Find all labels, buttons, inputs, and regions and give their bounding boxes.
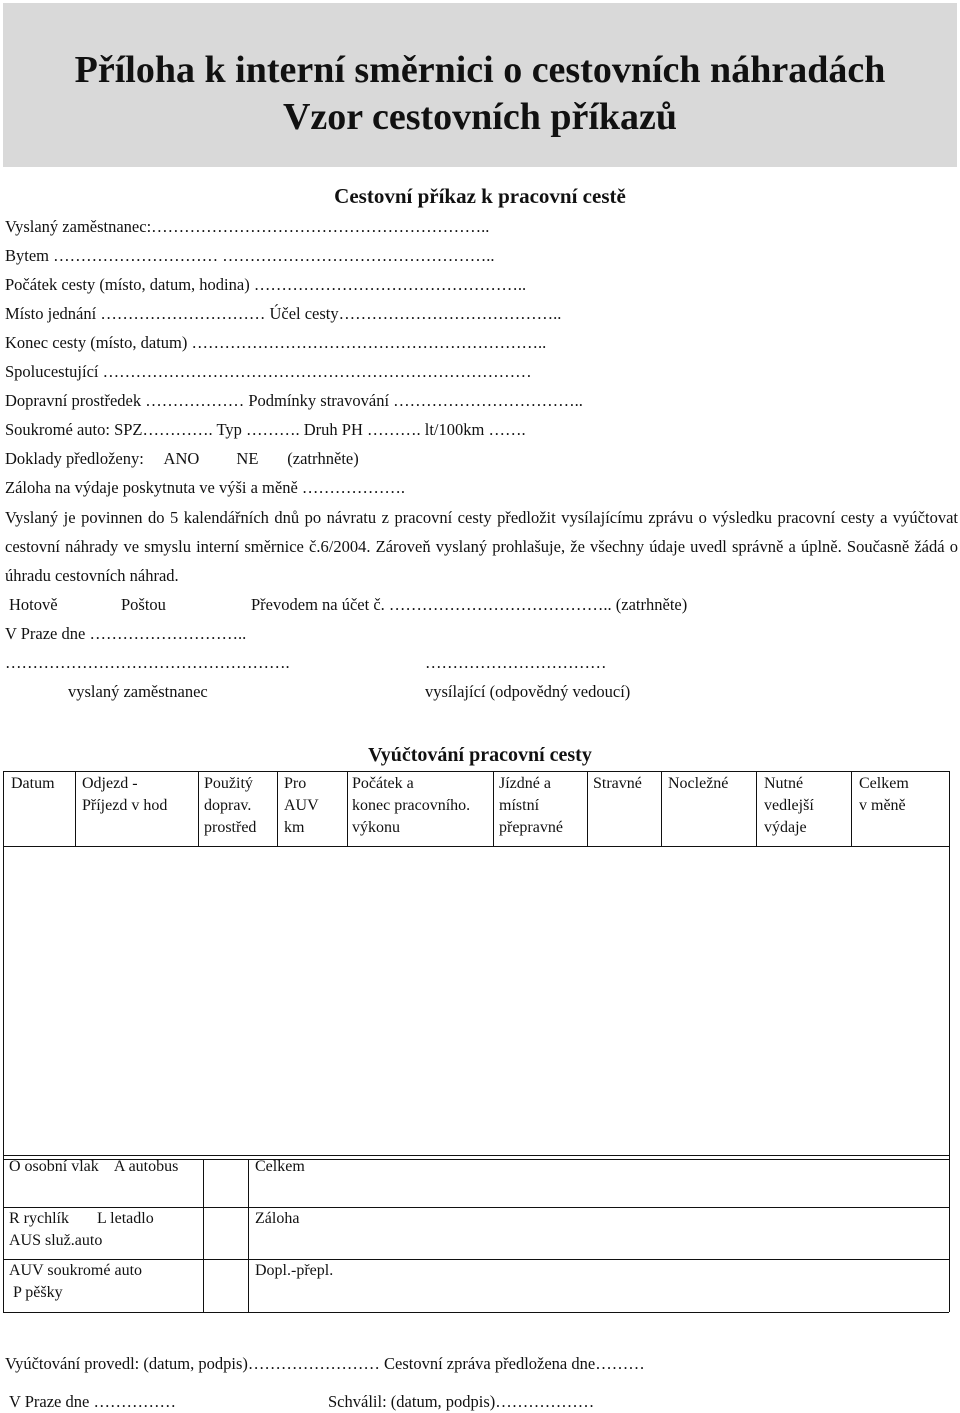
- payment-cash: Hotově: [9, 595, 58, 614]
- signature-label-manager: vysílající (odpovědný vedoucí): [425, 682, 631, 701]
- legend-express-plane-car: R rychlík L letadlo AUS služ.auto: [9, 1210, 154, 1249]
- meeting-place-field: Místo jednání ………………………… Účel cesty…………………………………..: [5, 304, 562, 323]
- table-border-top: [3, 771, 949, 772]
- balance-label: Dopl.-přepl.: [255, 1262, 334, 1279]
- residence-field: Bytem ………………………… …………………………………………..: [5, 246, 495, 265]
- table-header-separator: [3, 846, 949, 847]
- total-label: Celkem: [255, 1158, 305, 1175]
- signature-line-employee: …………………………………………….: [5, 653, 290, 672]
- column-header-other-expenses: Nutné vedlejší výdaje: [764, 775, 814, 836]
- column-header-date: Datum: [11, 775, 55, 792]
- legend-train-bus: O osobní vlak A autobus: [9, 1158, 179, 1175]
- column-divider: [661, 771, 662, 846]
- advance-label: Záloha: [255, 1210, 300, 1227]
- transport-field: Dopravní prostředek ……………… Podmínky stravování ……………………………..: [5, 391, 583, 410]
- column-divider: [347, 771, 348, 846]
- settled-by-field: Vyúčtování provedl: (datum, podpis)…………………… Cestovní zpráva předložena dne………: [5, 1354, 645, 1373]
- column-divider: [248, 1159, 249, 1312]
- signature-label-employee: vyslaný zaměstnanec: [68, 682, 208, 701]
- employee-field: Vyslaný zaměstnanec:……………………………………………………..: [5, 217, 490, 236]
- column-header-departure-arrival: Odjezd - Příjezd v hod: [82, 775, 168, 814]
- document-subtitle: Vzor cestovních příkazů: [282, 96, 678, 138]
- column-header-work-start-end: Počátek a konec pracovního. výkonu: [352, 775, 471, 836]
- column-header-lodging: Nocležné: [668, 775, 729, 792]
- form-heading: Cestovní příkaz k pracovní cestě: [334, 184, 626, 208]
- column-divider: [75, 771, 76, 846]
- column-divider: [756, 771, 757, 846]
- settlement-heading: Vyúčtování pracovní cesty: [368, 744, 592, 766]
- signature-line-manager: ……………………………: [425, 653, 607, 672]
- column-divider: [277, 771, 278, 846]
- column-divider: [851, 771, 852, 846]
- approved-by-field: Schválil: (datum, podpis)………………: [328, 1392, 595, 1411]
- payment-transfer: Převodem na účet č. ………………………………….. (zatrhněte): [251, 595, 688, 614]
- column-divider: [203, 1159, 204, 1312]
- column-header-meals: Stravné: [593, 775, 642, 792]
- companions-field: Spolucestující ……………………………………………………………………: [5, 362, 532, 381]
- documents-field: Doklady předloženy: ANO NE (zatrhněte): [5, 449, 359, 468]
- column-divider: [587, 771, 588, 846]
- table-border-right: [949, 771, 950, 1312]
- place-date-field: V Praze dne ………………………..: [5, 624, 247, 643]
- footer-place-date: V Praze dne ……………: [9, 1392, 176, 1411]
- table-row-line: [3, 1259, 949, 1260]
- table-border-bottom: [3, 1312, 949, 1313]
- column-header-total: Celkem v měně: [859, 775, 909, 814]
- trip-start-field: Počátek cesty (místo, datum, hodina) …………………………………………..: [5, 275, 527, 294]
- payment-post: Poštou: [121, 595, 166, 614]
- column-header-auv-km: Pro AUV km: [284, 775, 319, 836]
- column-header-transport: Použitý doprav. prostřed: [204, 775, 257, 836]
- legend-private-car-walk: AUV soukromé auto P pěšky: [9, 1262, 143, 1301]
- table-border-left: [3, 771, 4, 1312]
- document-title: Příloha k interní směrnici o cestovních náhradách: [74, 49, 886, 91]
- declaration-paragraph: Vyslaný je povinnen do 5 kalendářních dnů po návratu z pracovní cesty předložit vysílajícímu zprávu o výsledku pracovní cesty a vyúčtovat cestovní náhrady ve smyslu interní směrnice č.6/2004. Zároveň vyslaný prohlašuje, že všechny údaje uvedl správně a úplně. Současně žádá o úhradu cestovních náhrad.: [5, 508, 958, 585]
- trip-end-field: Konec cesty (místo, datum) ………………………………………………………..: [5, 333, 547, 352]
- column-divider: [493, 771, 494, 846]
- private-car-field: Soukromé auto: SPZ…………. Typ ………. Druh PH ………. lt/100km …….: [5, 420, 526, 439]
- column-header-fares: Jízdné a místní přepravné: [499, 775, 563, 836]
- column-divider: [198, 771, 199, 846]
- advance-field: Záloha na výdaje poskytnuta ve výši a měně ……………….: [5, 478, 406, 497]
